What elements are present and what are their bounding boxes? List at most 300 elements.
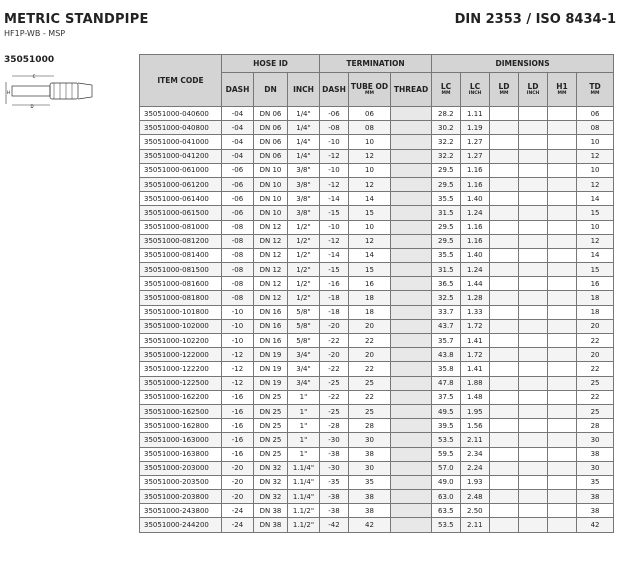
cell-h1 <box>548 334 577 348</box>
cell-hose-dash: -12 <box>222 362 254 376</box>
cell-thread <box>391 475 432 489</box>
cell-term-dash: -25 <box>320 404 349 418</box>
cell-hose-dash: -16 <box>222 419 254 433</box>
cell-lc-inch: 2.11 <box>461 518 490 532</box>
cell-ld-inch <box>519 461 548 475</box>
table-row <box>140 192 614 206</box>
cell-ld-inch <box>519 291 548 305</box>
cell-hose-dash: -08 <box>222 234 254 248</box>
cell-lc-inch: 1.56 <box>461 419 490 433</box>
cell-hose-dn: DN 06 <box>254 121 288 135</box>
table-row <box>140 220 614 234</box>
cell-term-dash: -22 <box>320 334 349 348</box>
cell-thread <box>391 419 432 433</box>
cell-hose-dash: -08 <box>222 277 254 291</box>
cell-lc-mm: 49.0 <box>432 475 461 489</box>
cell-lc-mm: 30.2 <box>432 121 461 135</box>
cell-h1 <box>548 121 577 135</box>
cell-ld-inch <box>519 277 548 291</box>
cell-hose-dn: DN 25 <box>254 447 288 461</box>
cell-hose-dash: -08 <box>222 291 254 305</box>
cell-term-dash: -38 <box>320 447 349 461</box>
cell-item-code: 35051000-203800 <box>140 490 222 504</box>
cell-h1 <box>548 376 577 390</box>
cell-hose-dn: DN 19 <box>254 362 288 376</box>
cell-term-dash: -10 <box>320 220 349 234</box>
table-row <box>140 348 614 362</box>
cell-tube-od: 28 <box>349 419 391 433</box>
cell-thread <box>391 220 432 234</box>
cell-ld-mm <box>490 263 519 277</box>
cell-tube-od: 38 <box>349 504 391 518</box>
cell-term-dash: -14 <box>320 192 349 206</box>
col-term-dash: DASH <box>320 73 349 107</box>
cell-lc-mm: 29.5 <box>432 177 461 191</box>
cell-tube-od: 14 <box>349 248 391 262</box>
cell-item-code: 35051000-243800 <box>140 504 222 518</box>
cell-hose-inch: 3/4" <box>288 362 320 376</box>
cell-hose-dn: DN 32 <box>254 461 288 475</box>
cell-lc-mm: 31.5 <box>432 206 461 220</box>
cell-hose-dn: DN 06 <box>254 107 288 121</box>
cell-term-dash: -25 <box>320 376 349 390</box>
cell-tube-od: 30 <box>349 461 391 475</box>
cell-td: 15 <box>577 263 614 277</box>
cell-ld-inch <box>519 234 548 248</box>
cell-lc-mm: 36.5 <box>432 277 461 291</box>
cell-ld-mm <box>490 433 519 447</box>
cell-hose-dn: DN 25 <box>254 404 288 418</box>
cell-h1 <box>548 475 577 489</box>
cell-term-dash: -38 <box>320 490 349 504</box>
cell-lc-mm: 43.8 <box>432 348 461 362</box>
cell-thread <box>391 518 432 532</box>
cell-item-code: 35051000-040600 <box>140 107 222 121</box>
cell-thread <box>391 107 432 121</box>
cell-term-dash: -15 <box>320 263 349 277</box>
table-row <box>140 362 614 376</box>
cell-ld-mm <box>490 376 519 390</box>
cell-td: 06 <box>577 107 614 121</box>
cell-lc-mm: 35.5 <box>432 192 461 206</box>
cell-tube-od: 16 <box>349 277 391 291</box>
cell-hose-dn: DN 25 <box>254 419 288 433</box>
cell-hose-dn: DN 12 <box>254 248 288 262</box>
cell-hose-dash: -24 <box>222 518 254 532</box>
cell-term-dash: -14 <box>320 248 349 262</box>
cell-hose-inch: 1" <box>288 390 320 404</box>
cell-tube-od: 08 <box>349 121 391 135</box>
cell-item-code: 35051000-061000 <box>140 163 222 177</box>
standpipe-diagram-icon <box>4 72 104 108</box>
cell-lc-inch: 1.88 <box>461 376 490 390</box>
cell-ld-mm <box>490 490 519 504</box>
cell-lc-mm: 31.5 <box>432 263 461 277</box>
cell-td: 38 <box>577 490 614 504</box>
cell-h1 <box>548 518 577 532</box>
table-row <box>140 149 614 163</box>
cell-lc-mm: 29.5 <box>432 234 461 248</box>
cell-item-code: 35051000-081400 <box>140 248 222 262</box>
cell-lc-inch: 2.11 <box>461 433 490 447</box>
cell-term-dash: -10 <box>320 135 349 149</box>
col-lc-inch: LC INCH <box>461 73 490 107</box>
page-subtitle: HF1P-WB - MSP <box>4 29 66 38</box>
cell-hose-dn: DN 25 <box>254 433 288 447</box>
cell-hose-dash: -08 <box>222 248 254 262</box>
cell-lc-mm: 35.8 <box>432 362 461 376</box>
cell-td: 25 <box>577 404 614 418</box>
cell-thread <box>391 206 432 220</box>
cell-h1 <box>548 348 577 362</box>
cell-ld-mm <box>490 163 519 177</box>
cell-hose-dash: -20 <box>222 461 254 475</box>
cell-ld-inch <box>519 334 548 348</box>
cell-tube-od: 12 <box>349 149 391 163</box>
cell-td: 20 <box>577 319 614 333</box>
cell-ld-mm <box>490 220 519 234</box>
cell-hose-dn: DN 12 <box>254 277 288 291</box>
cell-hose-dash: -08 <box>222 263 254 277</box>
cell-term-dash: -42 <box>320 518 349 532</box>
cell-ld-inch <box>519 177 548 191</box>
cell-tube-od: 20 <box>349 348 391 362</box>
cell-lc-inch: 1.16 <box>461 163 490 177</box>
cell-ld-mm <box>490 475 519 489</box>
cell-item-code: 35051000-081200 <box>140 234 222 248</box>
cell-hose-inch: 1.1/4" <box>288 461 320 475</box>
cell-item-code: 35051000-122000 <box>140 348 222 362</box>
cell-item-code: 35051000-041200 <box>140 149 222 163</box>
cell-td: 22 <box>577 362 614 376</box>
cell-item-code: 35051000-081000 <box>140 220 222 234</box>
cell-lc-mm: 49.5 <box>432 404 461 418</box>
table-row <box>140 447 614 461</box>
cell-tube-od: 18 <box>349 305 391 319</box>
cell-ld-inch <box>519 192 548 206</box>
cell-h1 <box>548 135 577 149</box>
cell-tube-od: 22 <box>349 390 391 404</box>
table-row <box>140 135 614 149</box>
cell-ld-mm <box>490 192 519 206</box>
cell-td: 25 <box>577 376 614 390</box>
cell-h1 <box>548 277 577 291</box>
table-row <box>140 461 614 475</box>
cell-hose-dash: -10 <box>222 334 254 348</box>
table-row <box>140 177 614 191</box>
cell-lc-mm: 63.5 <box>432 504 461 518</box>
cell-hose-inch: 1/4" <box>288 121 320 135</box>
cell-tube-od: 10 <box>349 220 391 234</box>
cell-term-dash: -22 <box>320 362 349 376</box>
dim-label-h: H <box>7 90 11 95</box>
cell-thread <box>391 319 432 333</box>
cell-item-code: 35051000-122200 <box>140 362 222 376</box>
dim-label-c: C <box>32 74 36 79</box>
cell-hose-inch: 1.1/4" <box>288 475 320 489</box>
cell-thread <box>391 490 432 504</box>
table-row <box>140 277 614 291</box>
cell-hose-dash: -10 <box>222 319 254 333</box>
cell-term-dash: -15 <box>320 206 349 220</box>
table-row <box>140 305 614 319</box>
cell-term-dash: -08 <box>320 121 349 135</box>
page-title: METRIC STANDPIPE <box>4 12 149 27</box>
cell-hose-dn: DN 32 <box>254 490 288 504</box>
cell-item-code: 35051000-122500 <box>140 376 222 390</box>
cell-lc-mm: 32.2 <box>432 135 461 149</box>
cell-h1 <box>548 319 577 333</box>
cell-thread <box>391 305 432 319</box>
cell-hose-dn: DN 12 <box>254 263 288 277</box>
cell-td: 15 <box>577 206 614 220</box>
cell-hose-dash: -12 <box>222 348 254 362</box>
cell-hose-dn: DN 06 <box>254 135 288 149</box>
header-hose-id: HOSE ID <box>222 55 320 73</box>
cell-item-code: 35051000-162500 <box>140 404 222 418</box>
cell-lc-mm: 43.7 <box>432 319 461 333</box>
cell-lc-inch: 1.27 <box>461 149 490 163</box>
part-number: 35051000 <box>4 55 55 65</box>
spec-table-body <box>140 107 614 533</box>
cell-thread <box>391 234 432 248</box>
cell-lc-inch: 2.48 <box>461 490 490 504</box>
cell-ld-mm <box>490 135 519 149</box>
cell-lc-mm: 28.2 <box>432 107 461 121</box>
col-hose-dn: DN <box>254 73 288 107</box>
cell-term-dash: -18 <box>320 305 349 319</box>
cell-lc-inch: 1.93 <box>461 475 490 489</box>
cell-thread <box>391 248 432 262</box>
cell-hose-inch: 1/2" <box>288 291 320 305</box>
cell-thread <box>391 177 432 191</box>
cell-hose-dn: DN 16 <box>254 305 288 319</box>
col-ld-mm: LD MM <box>490 73 519 107</box>
cell-ld-mm <box>490 107 519 121</box>
cell-tube-od: 42 <box>349 518 391 532</box>
cell-ld-inch <box>519 319 548 333</box>
cell-hose-dash: -16 <box>222 433 254 447</box>
cell-tube-od: 22 <box>349 362 391 376</box>
table-row <box>140 248 614 262</box>
cell-td: 20 <box>577 348 614 362</box>
cell-hose-inch: 3/4" <box>288 348 320 362</box>
cell-hose-dn: DN 32 <box>254 475 288 489</box>
col-lc-mm: LC MM <box>432 73 461 107</box>
cell-item-code: 35051000-061200 <box>140 177 222 191</box>
cell-hose-dn: DN 10 <box>254 206 288 220</box>
cell-hose-dash: -24 <box>222 504 254 518</box>
cell-td: 22 <box>577 390 614 404</box>
table-row <box>140 234 614 248</box>
cell-lc-inch: 1.27 <box>461 135 490 149</box>
table-row <box>140 490 614 504</box>
cell-term-dash: -30 <box>320 433 349 447</box>
cell-lc-inch: 1.95 <box>461 404 490 418</box>
cell-lc-mm: 53.5 <box>432 518 461 532</box>
table-row <box>140 390 614 404</box>
cell-hose-inch: 5/8" <box>288 334 320 348</box>
cell-thread <box>391 461 432 475</box>
cell-item-code: 35051000-163000 <box>140 433 222 447</box>
cell-ld-mm <box>490 305 519 319</box>
header-termination: TERMINATION <box>320 55 432 73</box>
cell-hose-inch: 3/8" <box>288 192 320 206</box>
cell-lc-inch: 1.16 <box>461 234 490 248</box>
cell-tube-od: 06 <box>349 107 391 121</box>
cell-hose-dn: DN 10 <box>254 192 288 206</box>
cell-lc-inch: 1.19 <box>461 121 490 135</box>
cell-lc-mm: 59.5 <box>432 447 461 461</box>
cell-term-dash: -30 <box>320 461 349 475</box>
cell-h1 <box>548 107 577 121</box>
cell-lc-mm: 35.7 <box>432 334 461 348</box>
cell-hose-inch: 1/2" <box>288 234 320 248</box>
cell-ld-inch <box>519 121 548 135</box>
cell-term-dash: -35 <box>320 475 349 489</box>
cell-hose-dash: -06 <box>222 192 254 206</box>
cell-h1 <box>548 291 577 305</box>
cell-hose-dn: DN 25 <box>254 390 288 404</box>
cell-hose-dn: DN 19 <box>254 348 288 362</box>
cell-ld-mm <box>490 319 519 333</box>
cell-td: 10 <box>577 220 614 234</box>
cell-thread <box>391 192 432 206</box>
cell-tube-od: 22 <box>349 334 391 348</box>
cell-hose-inch: 1.1/2" <box>288 504 320 518</box>
cell-hose-inch: 3/8" <box>288 206 320 220</box>
cell-hose-dash: -06 <box>222 163 254 177</box>
cell-item-code: 35051000-203000 <box>140 461 222 475</box>
cell-ld-mm <box>490 177 519 191</box>
cell-term-dash: -22 <box>320 390 349 404</box>
cell-td: 30 <box>577 433 614 447</box>
cell-hose-dash: -10 <box>222 305 254 319</box>
cell-h1 <box>548 362 577 376</box>
table-row <box>140 475 614 489</box>
cell-lc-inch: 1.40 <box>461 192 490 206</box>
col-tube-od: TUBE OD MM <box>349 73 391 107</box>
header-item-code: ITEM CODE <box>140 55 222 107</box>
cell-h1 <box>548 234 577 248</box>
cell-td: 18 <box>577 291 614 305</box>
cell-lc-mm: 32.5 <box>432 291 461 305</box>
cell-td: 22 <box>577 334 614 348</box>
cell-ld-mm <box>490 447 519 461</box>
cell-td: 12 <box>577 177 614 191</box>
cell-item-code: 35051000-102200 <box>140 334 222 348</box>
cell-item-code: 35051000-081800 <box>140 291 222 305</box>
cell-lc-mm: 37.5 <box>432 390 461 404</box>
table-row <box>140 433 614 447</box>
cell-ld-mm <box>490 149 519 163</box>
table-row <box>140 376 614 390</box>
cell-h1 <box>548 461 577 475</box>
cell-h1 <box>548 433 577 447</box>
table-row <box>140 319 614 333</box>
cell-item-code: 35051000-061400 <box>140 192 222 206</box>
cell-ld-mm <box>490 277 519 291</box>
cell-ld-inch <box>519 163 548 177</box>
col-hose-inch: INCH <box>288 73 320 107</box>
cell-ld-mm <box>490 362 519 376</box>
cell-thread <box>391 433 432 447</box>
cell-hose-inch: 5/8" <box>288 319 320 333</box>
cell-hose-inch: 5/8" <box>288 305 320 319</box>
cell-lc-mm: 39.5 <box>432 419 461 433</box>
cell-ld-inch <box>519 220 548 234</box>
cell-hose-dn: DN 06 <box>254 149 288 163</box>
cell-hose-dash: -08 <box>222 220 254 234</box>
hose-tail <box>78 83 92 99</box>
cell-ld-inch <box>519 419 548 433</box>
table-row <box>140 107 614 121</box>
cell-ld-mm <box>490 291 519 305</box>
table-row <box>140 518 614 532</box>
cell-ld-inch <box>519 404 548 418</box>
fitting-drawing <box>4 72 104 108</box>
cell-hose-dn: DN 12 <box>254 234 288 248</box>
cell-tube-od: 15 <box>349 206 391 220</box>
cell-h1 <box>548 248 577 262</box>
cell-ld-mm <box>490 248 519 262</box>
cell-ld-mm <box>490 419 519 433</box>
col-hose-dash: DASH <box>222 73 254 107</box>
cell-thread <box>391 447 432 461</box>
cell-ld-mm <box>490 121 519 135</box>
cell-tube-od: 10 <box>349 163 391 177</box>
table-row <box>140 163 614 177</box>
cell-ld-inch <box>519 149 548 163</box>
cell-lc-mm: 53.5 <box>432 433 461 447</box>
cell-ld-mm <box>490 390 519 404</box>
cell-lc-inch: 1.24 <box>461 263 490 277</box>
cell-item-code: 35051000-101800 <box>140 305 222 319</box>
cell-term-dash: -12 <box>320 149 349 163</box>
cell-lc-inch: 1.33 <box>461 305 490 319</box>
cell-lc-inch: 2.50 <box>461 504 490 518</box>
cell-ld-inch <box>519 135 548 149</box>
cell-item-code: 35051000-102000 <box>140 319 222 333</box>
cell-term-dash: -28 <box>320 419 349 433</box>
cell-hose-inch: 3/4" <box>288 376 320 390</box>
cell-thread <box>391 348 432 362</box>
cell-hose-dash: -06 <box>222 206 254 220</box>
cell-hose-dash: -16 <box>222 404 254 418</box>
cell-hose-dash: -20 <box>222 475 254 489</box>
cell-thread <box>391 334 432 348</box>
cell-ld-mm <box>490 404 519 418</box>
col-thread: THREAD <box>391 73 432 107</box>
cell-h1 <box>548 149 577 163</box>
cell-h1 <box>548 305 577 319</box>
cell-td: 12 <box>577 149 614 163</box>
cell-ld-inch <box>519 490 548 504</box>
cell-hose-inch: 1" <box>288 447 320 461</box>
cell-h1 <box>548 177 577 191</box>
cell-tube-od: 25 <box>349 404 391 418</box>
cell-tube-od: 12 <box>349 177 391 191</box>
spec-table <box>139 54 614 533</box>
cell-lc-inch: 1.41 <box>461 334 490 348</box>
cell-hose-dash: -04 <box>222 149 254 163</box>
cell-lc-mm: 57.0 <box>432 461 461 475</box>
cell-tube-od: 25 <box>349 376 391 390</box>
cell-ld-inch <box>519 475 548 489</box>
cell-h1 <box>548 220 577 234</box>
cell-td: 14 <box>577 248 614 262</box>
cell-term-dash: -38 <box>320 504 349 518</box>
